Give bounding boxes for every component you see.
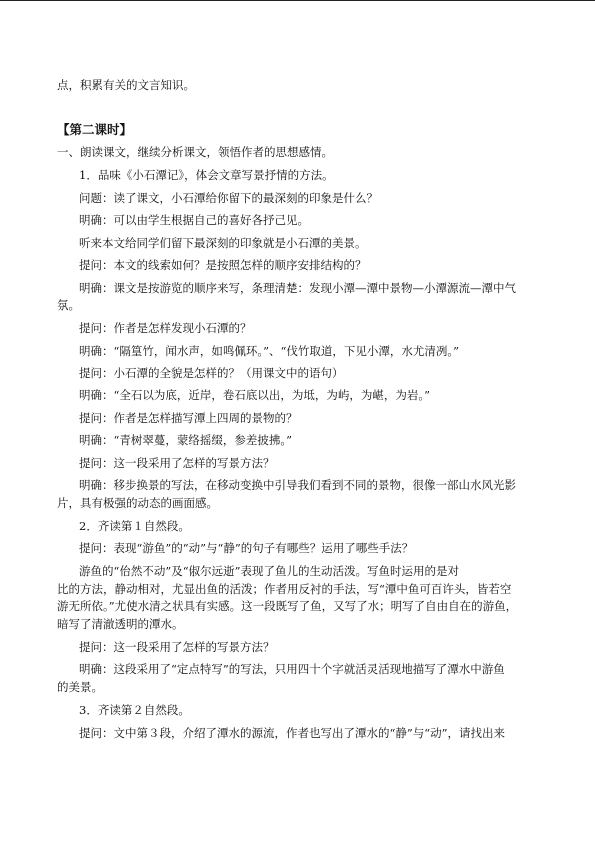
text-line: 提问：表现“游鱼”的“动”与“静”的句子有哪些？运用了哪些手法？ bbox=[79, 541, 414, 555]
text-line: 提问：这一段采用了怎样的写景方法？ bbox=[79, 456, 275, 470]
text-line: 游鱼的“佁然不动”及“俶尔远逝”表现了鱼儿的生动活泼。写鱼时运用的是对 bbox=[79, 564, 460, 578]
text-line: 3．齐读第２自然段。 bbox=[79, 703, 190, 717]
text-line: 提问：本文的线索如何？是按照怎样的顺序安排结构的？ bbox=[79, 258, 367, 272]
text-line: 明确：可以由学生根据自己的喜好各抒己见。 bbox=[79, 213, 309, 227]
text-line: 2．齐读第１自然段。 bbox=[79, 519, 190, 533]
text-line: 听来本文给同学们留下最深刻的印象就是小石潭的美景。 bbox=[79, 236, 367, 250]
text-line: 明确：移步换景的写法，在移动变换中引导我们看到不同的景物，很像一部山水风光影 bbox=[79, 478, 516, 492]
text-line: 明确：这段采用了“定点特写”的写法，只用四十个字就活灵活现地描写了潭水中游鱼 bbox=[79, 662, 505, 676]
text-line: 一、朗读课文，继续分析课文，领悟作者的思想感情。 bbox=[57, 145, 333, 159]
text-line: 游无所依。”尤使水清之状具有实感。这一段既写了鱼，又写了水；明写了自由自在的游鱼， bbox=[57, 599, 518, 613]
text-line: 提问：这一段采用了怎样的写景方法？ bbox=[79, 640, 275, 654]
text-line: 提问：小石潭的全貌是怎样的？（用课文中的语句） bbox=[79, 366, 344, 380]
text-line: 明确：“全石以为底，近岸，卷石底以出，为坻，为屿，为嵁，为岩。” bbox=[79, 388, 431, 402]
text-line: 点，积累有关的文言知识。 bbox=[57, 78, 195, 92]
text-line: 提问：作者是怎样发现小石潭的？ bbox=[79, 321, 252, 335]
text-line: 暗写了清澈透明的潭水。 bbox=[57, 617, 184, 631]
text-line: 明确：“隔篁竹，闻水声，如鸣佩环。”、“伐竹取道，下见小潭，水尤清冽。” bbox=[79, 344, 460, 358]
text-line: 比的方法，静动相对，尤显出鱼的活泼；作者用反衬的手法，写“潭中鱼可百许头，皆若空 bbox=[57, 582, 512, 596]
text-line: 问题：读了课文，小石潭给你留下的最深刻的印象是什么？ bbox=[79, 191, 378, 205]
text-line: 的美景。 bbox=[57, 680, 103, 694]
text-line: 明确：课文是按游览的顺序来写，条理清楚：发现小潭—潭中景物—小潭源流—潭中气 bbox=[79, 281, 516, 295]
text-line: 提问：作者是怎样描写潭上四周的景物的？ bbox=[79, 411, 298, 425]
top-border bbox=[0, 0, 595, 1]
text-line: 1．品味《小石潭记》，体会文章写景抒情的方法。 bbox=[79, 168, 334, 182]
text-line: 氛。 bbox=[57, 298, 80, 312]
text-line: 片，具有极强的动态的画面感。 bbox=[57, 496, 218, 510]
text-line: 提问：文中第３段，介绍了潭水的源流，作者也写出了潭水的“静”与“动”，请找出来 bbox=[79, 726, 506, 740]
text-line: 明确：“青树翠蔓，蒙络摇缀，参差披拂。” bbox=[79, 433, 293, 447]
section-heading: 【第二课时】 bbox=[57, 122, 133, 137]
